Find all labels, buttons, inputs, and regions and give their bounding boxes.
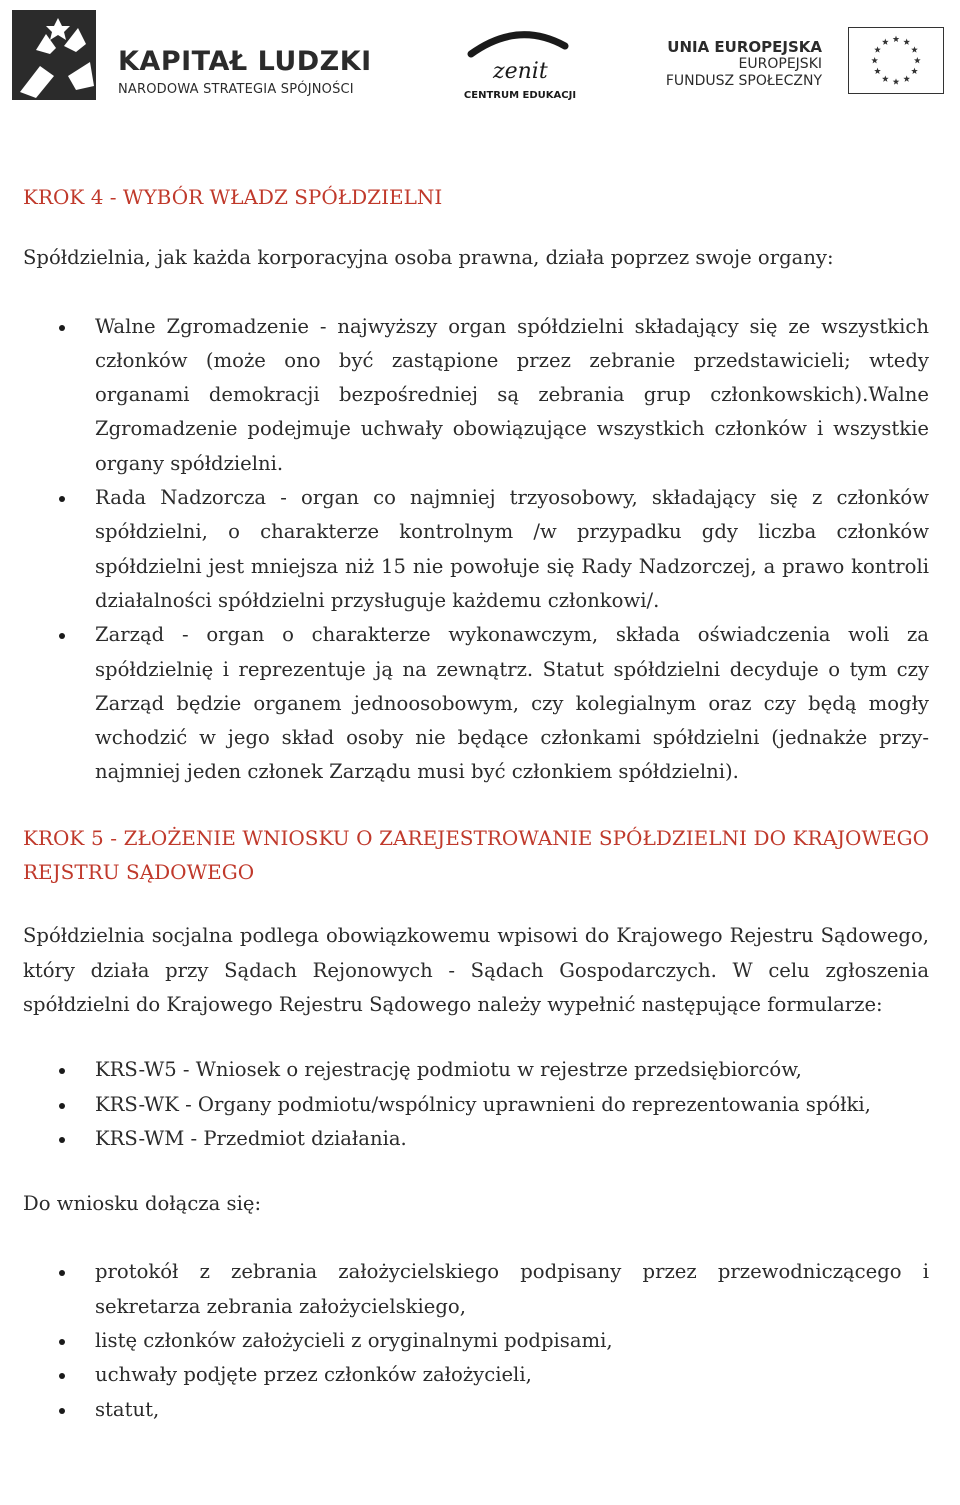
ue-line-2: EUROPEJSKI: [738, 56, 822, 72]
list-item: KRS-WK - Organy podmiotu/wspólnicy uprawnieni do reprezentowania spółki,: [23, 1088, 929, 1122]
ue-line-1: UNIA EUROPEJSKA: [667, 38, 822, 56]
ue-line-3: FUNDUSZ SPOŁECZNY: [665, 73, 822, 89]
zenit-logo: [455, 16, 585, 102]
attachments-list: [23, 1255, 929, 1426]
ue-caption: [660, 38, 822, 90]
flag-star-icon: [874, 68, 881, 74]
kapital-ludzki-mark-icon: [6, 6, 110, 106]
organs-list: [23, 310, 929, 790]
list-item: KRS-W5 - Wniosek o rejestrację podmiotu w rejestrze przedsiębiorców,: [23, 1053, 929, 1087]
zenit-mark-text: zenit: [493, 59, 548, 84]
page-header: [0, 0, 960, 110]
forms-list: [23, 1053, 929, 1156]
document-body: [23, 180, 929, 1427]
step-4-heading: KROK 4 - WYBÓR WŁADZ SPÓŁDZIELNI: [23, 185, 443, 209]
step-5-intro: Spółdzielnia socjalna podlega obowiązkowemu wpisowi do Krajowego Rejestru Sądowego, który działa przy Sądach Rejonowych - Sądach Gospodarczych. W celu zgłoszenia spółdzielni do Krajowego Rejestru Sądowego należy wypełnić następujące formularze:: [23, 924, 929, 1016]
flag-star-icon: [911, 46, 918, 52]
list-item: listę członków założycieli z oryginalnymi podpisami,: [23, 1324, 929, 1358]
list-item: uchwały podjęte przez członków założycieli,: [23, 1358, 929, 1392]
list-item: Zarząd - organ o charakterze wykonawczym, składa oświadczenia woli za spółdzielnię i reprezentuje ją na zewnątrz. Statut spółdzielni decyduje o tym czy Zarząd będzie organem jednoosobowym, czy kolegialnym oraz czy będą mogły wchodzić w jego skład osoby nie będące członkami spółdzielni (jednakże przy-najmniej jeden członek Zarządu musi być członkiem spółdzielni).: [23, 618, 929, 789]
list-item: statut,: [23, 1393, 929, 1427]
list-item: KRS-WM - Przedmiot działania.: [23, 1122, 929, 1156]
flag-star-icon: [874, 46, 881, 52]
flag-star-icon: [903, 75, 910, 81]
list-item: protokół z zebrania założycielskiego podpisany przez przewodniczącego i sekretarza zebrania założycielskiego,: [23, 1255, 929, 1324]
eu-flag-icon: [848, 27, 944, 94]
kapital-ludzki-logo: [6, 6, 376, 106]
flag-star-icon: [893, 78, 900, 84]
flag-star-icon: [882, 75, 889, 81]
flag-star-icon: [871, 57, 878, 63]
zenit-subtitle: CENTRUM EDUKACJI: [463, 90, 577, 101]
step-5-heading: KROK 5 - ZŁOŻENIE WNIOSKU O ZAREJESTROWANIE SPÓŁDZIELNI DO KRAJOWEGO REJSTRU SĄDOWEGO: [23, 825, 929, 885]
flag-star-icon: [893, 36, 900, 42]
step-4-intro: Spółdzielnia, jak każda korporacyjna osoba prawna, działa poprzez swoje organy:: [23, 246, 834, 270]
flag-star-icon: [914, 57, 921, 63]
kapital-ludzki-subtitle: NARODOWA STRATEGIA SPÓJNOŚCI: [118, 82, 354, 97]
flag-star-icon: [882, 39, 889, 45]
attachments-intro: Do wniosku dołącza się:: [23, 1192, 262, 1216]
flag-star-icon: [903, 39, 910, 45]
zenit-mark-icon: [463, 16, 573, 86]
list-item: Rada Nadzorcza - organ co najmniej trzyosobowy, składający się z członków spółdzielni, o charakterze kontrolnym /w przypadku gdy liczba członków spółdzielni jest mniejsza niż 15 nie powołuje się Rady Nadzorczej, a prawo kontroli działalności spółdzielni przysługuje każdemu członkowi/.: [23, 481, 929, 618]
list-item: Walne Zgromadzenie - najwyższy organ spółdzielni składający się ze wszystkich członków (może ono być zastąpione przez zebranie przedstawicieli; wtedy organami demokracji bezpośredniej są zebrania grup członkowskich).Walne Zgromadzenie podejmuje uchwały obowiązujące wszystkich członków i wszystkie organy spółdzielni.: [23, 310, 929, 481]
flag-star-icon: [911, 68, 918, 74]
kapital-ludzki-title: KAPITAŁ LUDZKI: [118, 46, 372, 77]
